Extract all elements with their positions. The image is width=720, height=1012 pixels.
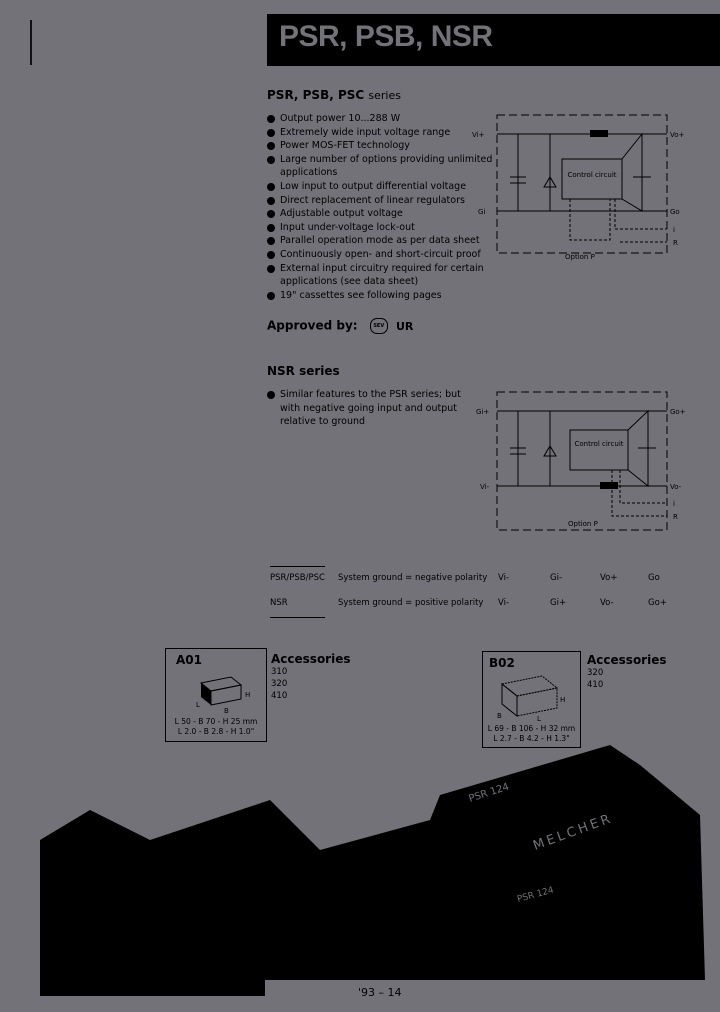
vo-label: Vo+: [670, 131, 685, 139]
cell-c3: Vo-: [600, 598, 614, 608]
gi-label: Gi: [478, 208, 486, 216]
h-label: H: [245, 691, 251, 699]
i-label: i: [673, 226, 675, 234]
cell-c1: Vi-: [498, 573, 510, 583]
i-label: i: [673, 500, 675, 508]
accessories-b02: [587, 653, 667, 691]
feature-item: Power MOS-FET technology: [267, 139, 497, 153]
page-title: PSR, PSB, NSR: [279, 20, 493, 53]
accessories-title: Accessories: [271, 652, 351, 666]
rule: [270, 566, 325, 567]
l-label: L: [196, 701, 200, 709]
dims-in: L 2.7 - B 4.2 - H 1.3": [493, 734, 570, 743]
case-b02: [482, 651, 581, 748]
rule: [270, 617, 325, 618]
feature-item: 19" cassettes see following pages: [267, 289, 497, 303]
photo-label: PSR 124: [467, 781, 511, 805]
accessory-item: 410: [587, 680, 604, 690]
accessory-item: 410: [271, 691, 288, 701]
gi-label: Gi+: [476, 408, 490, 416]
feature-item: Input under-voltage lock-out: [267, 221, 497, 235]
accessories-title: Accessories: [587, 653, 667, 667]
psr-feature-list: [267, 112, 497, 302]
cell-c3: Vo+: [600, 573, 618, 583]
cell-desc: System ground = negative polarity: [338, 573, 488, 583]
dims-mm: L 69 - B 106 - H 32 mm: [487, 724, 576, 733]
option-label: Option P: [565, 253, 595, 261]
photo-brand: MELCHER: [531, 811, 616, 854]
table-row: [270, 595, 710, 620]
go-label: Go+: [670, 408, 686, 416]
polarity-table: [270, 570, 710, 620]
nsr-feature-list: [267, 388, 472, 429]
vo-label: Vo-: [670, 483, 682, 491]
accessory-item: 320: [587, 668, 604, 678]
psr-heading-suffix: series: [368, 89, 401, 102]
r-label: R: [673, 513, 678, 521]
accessory-item: 320: [271, 679, 288, 689]
case-drawing-icon: [196, 671, 256, 715]
psr-heading: [267, 88, 401, 102]
r-label: R: [673, 239, 678, 247]
sev-mark-icon: SEV: [370, 318, 388, 334]
cell-c4: Go: [648, 573, 660, 583]
feature-item: Output power 10...288 W: [267, 112, 497, 126]
photo-modules: [40, 745, 705, 996]
case-code: B02: [489, 656, 515, 670]
approved-label: Approved by:: [267, 318, 358, 333]
cell-c4: Go+: [648, 598, 667, 608]
cell-series: NSR: [270, 598, 288, 608]
option-label: Option P: [568, 520, 598, 528]
feature-item: External input circuitry required for certain applications (see data sheet): [267, 262, 497, 289]
cell-c1: Vi-: [498, 598, 510, 608]
photo-label-2: PSR 124: [516, 885, 555, 905]
l-label: L: [537, 715, 541, 722]
psr-circuit-diagram: [470, 105, 690, 265]
feature-item: Adjustable output voltage: [267, 207, 497, 221]
cell-c2: Gi-: [550, 573, 563, 583]
page-number: '93 – 14: [358, 986, 402, 999]
feature-item: Parallel operation mode as per data sheet: [267, 234, 497, 248]
accessory-item: 310: [271, 667, 288, 677]
control-label: Control circuit: [567, 171, 617, 179]
b-label: B: [224, 707, 229, 715]
case-a01: [165, 648, 267, 742]
ul-mark-icon: UR: [395, 319, 414, 333]
approved-by: [267, 318, 413, 336]
feature-item: Continuously open- and short-circuit proof: [267, 248, 497, 262]
go-label: Go: [670, 208, 680, 216]
cell-desc: System ground = positive polarity: [338, 598, 484, 608]
title-bar: [267, 14, 720, 66]
dims-mm: L 50 - B 70 - H 25 mm: [174, 717, 258, 726]
dims-in: L 2.0 - B 2.8 - H 1.0": [177, 727, 255, 736]
vi-label: Vi+: [472, 131, 485, 139]
case-code: A01: [176, 653, 202, 667]
feature-item: Low input to output differential voltage: [267, 180, 497, 194]
product-photo: [0, 740, 720, 998]
nsr-heading: NSR series: [267, 364, 340, 378]
case-drawing-icon: [497, 674, 577, 722]
b-label: B: [497, 712, 502, 720]
feature-item: Large number of options providing unlimited applications: [267, 153, 497, 180]
control-label: Control circuit: [574, 440, 624, 448]
psr-heading-text: PSR, PSB, PSC: [267, 88, 365, 102]
nsr-circuit-diagram: [470, 382, 690, 542]
cell-c2: Gi+: [550, 598, 567, 608]
margin-mark: [30, 20, 32, 65]
feature-item: Extremely wide input voltage range: [267, 126, 497, 140]
vi-label: Vi-: [480, 483, 490, 491]
accessories-a01: [271, 652, 351, 702]
table-row: [270, 570, 710, 595]
feature-item: Direct replacement of linear regulators: [267, 194, 497, 208]
h-label: H: [560, 696, 566, 704]
feature-item: Similar features to the PSR series; but with negative going input and output relative to ground: [267, 388, 472, 429]
cell-series: PSR/PSB/PSC: [270, 573, 325, 583]
